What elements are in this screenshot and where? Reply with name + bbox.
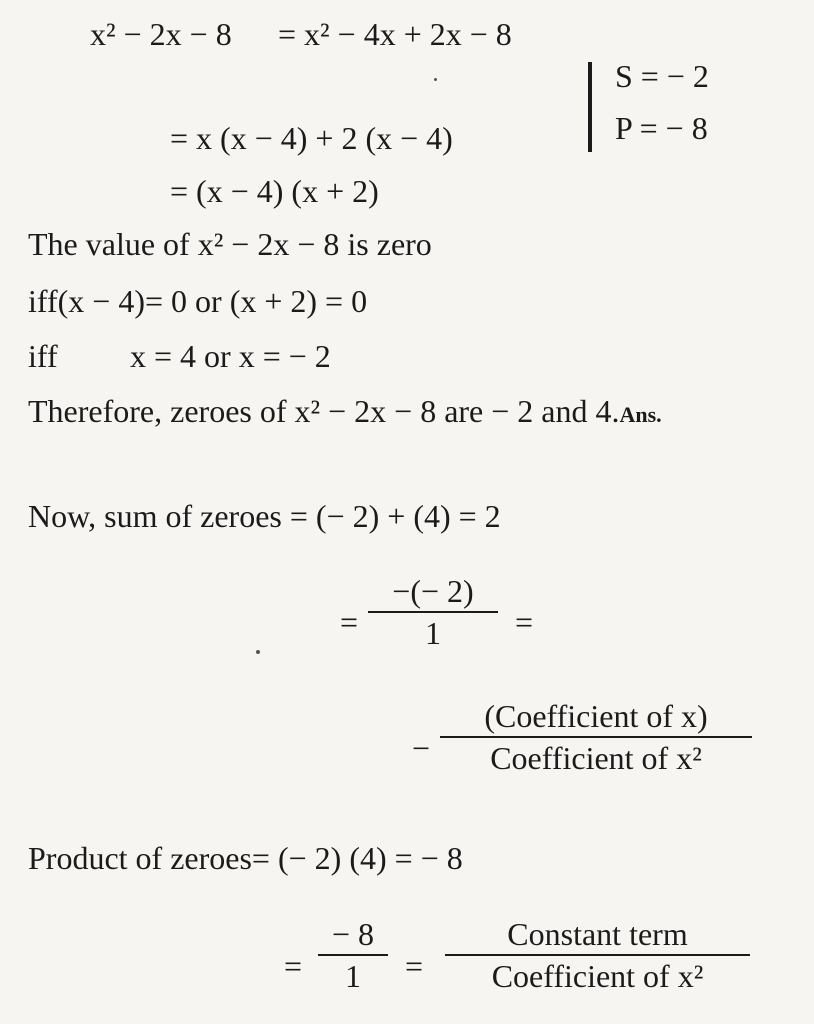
product-note: P = − 8: [615, 110, 708, 146]
statement-iff-label: iff: [28, 338, 58, 374]
constant-fraction-numerator: Constant term: [507, 916, 688, 952]
product-fraction-bar: [318, 954, 388, 956]
sum-equals-sign: =: [340, 604, 359, 640]
statement-iff-values: x = 4 or x = − 2: [130, 338, 331, 374]
scan-speck: [434, 78, 437, 81]
coefficient-fraction-denominator: Coefficient of x²: [490, 740, 702, 776]
statement-therefore: [28, 395, 662, 427]
product-fraction: [318, 918, 388, 992]
product-of-zeroes-line: Product of zeroes= (− 2) (4) = − 8: [28, 840, 463, 876]
equation-line-1-left: x² − 2x − 8: [90, 16, 232, 52]
statement-zero: The value of x² − 2x − 8 is zero: [28, 226, 432, 262]
sum-fraction-bar: [368, 611, 498, 613]
ans-label: Ans.: [619, 402, 662, 427]
sum-of-zeroes-line: Now, sum of zeroes = (− 2) + (4) = 2: [28, 498, 501, 534]
constant-fraction-denominator: Coefficient of x²: [491, 958, 704, 994]
sum-fraction-numerator: −(− 2): [392, 573, 474, 609]
constant-fraction: [445, 918, 750, 992]
product-equals-sign-2: =: [405, 948, 424, 984]
therefore-text: Therefore, zeroes of x² − 2x − 8 are − 2 and 4.: [28, 393, 620, 429]
sum-fraction: [368, 575, 498, 649]
product-fraction-numerator: − 8: [331, 916, 375, 952]
coef-minus-sign: −: [412, 730, 431, 766]
product-fraction-denominator: 1: [345, 958, 361, 994]
sum-equals-sign-2: =: [515, 604, 534, 640]
divider-bar: [588, 62, 592, 152]
coefficient-fraction: [440, 700, 752, 774]
sum-note: S = − 2: [615, 58, 709, 94]
statement-iff-factors: iff(x − 4)= 0 or (x + 2) = 0: [28, 283, 368, 319]
equation-line-3: = (x − 4) (x + 2): [170, 173, 379, 209]
equation-line-2: = x (x − 4) + 2 (x − 4): [170, 120, 453, 156]
scan-speck: [256, 650, 260, 654]
equation-line-1-right: = x² − 4x + 2x − 8: [278, 16, 512, 52]
coefficient-fraction-bar: [440, 736, 752, 738]
constant-fraction-bar: [445, 954, 750, 956]
coefficient-fraction-numerator: (Coefficient of x): [484, 698, 708, 734]
sum-fraction-denominator: 1: [425, 615, 441, 651]
product-equals-sign: =: [284, 948, 303, 984]
